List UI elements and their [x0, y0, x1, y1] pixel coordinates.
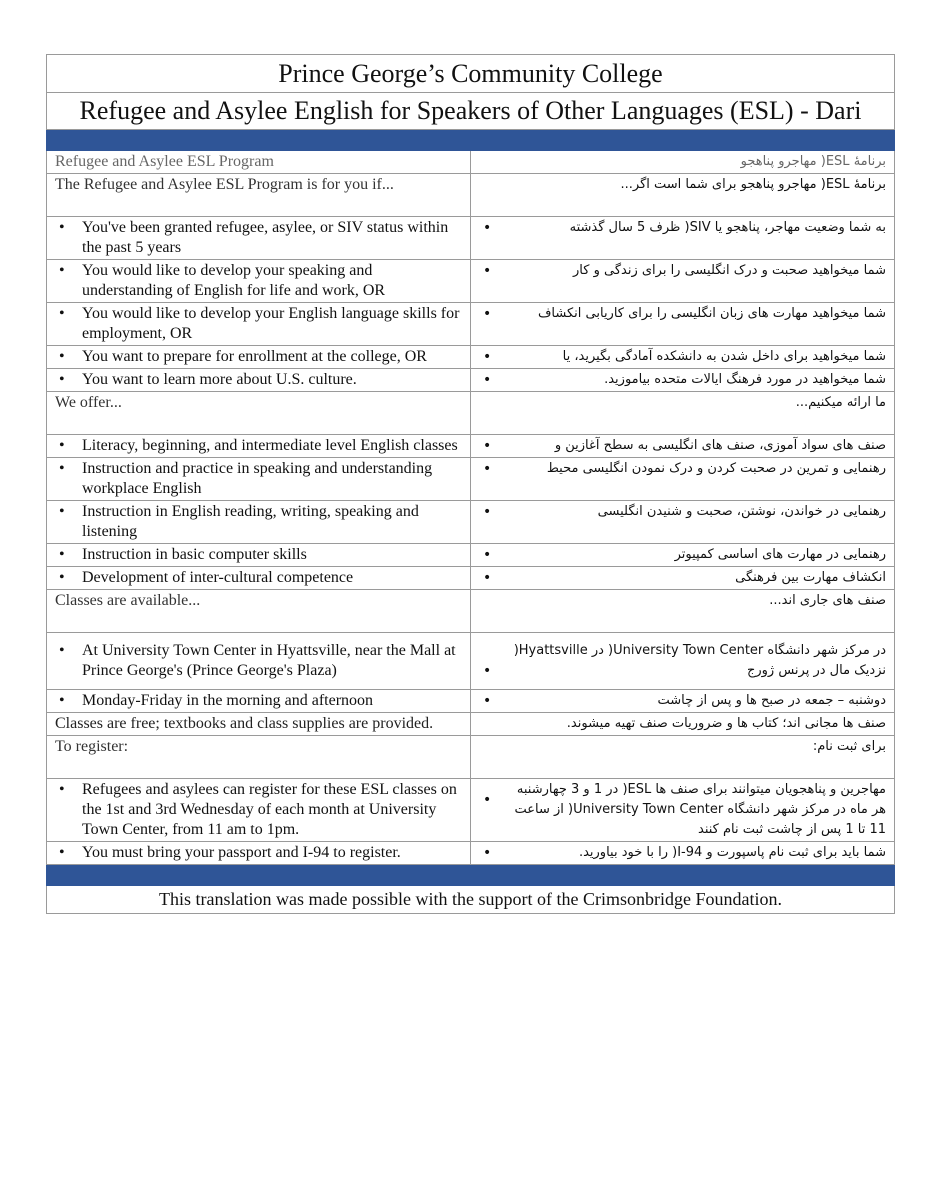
- list-item-fa: شما میخواهید برای داخل شدن به دانشکده آمادگی بگیرید، یا: [562, 349, 886, 364]
- list-item-fa: به شما وضعیت مهاجر، پناهجو یا SIV( ظرف 5 سال گذشته: [569, 220, 886, 235]
- list-item-en: • Monday-Friday in the morning and afternoon: [55, 691, 466, 711]
- bullet-icon: •: [483, 792, 492, 808]
- list-item-fa: دوشنبه – جمعه در صبح ها و پس از چاشت: [657, 693, 886, 708]
- bullet-icon: •: [483, 547, 492, 563]
- bullet-icon: •: [483, 220, 492, 236]
- section-heading-en: Classes are available...: [47, 590, 471, 633]
- list-item-en: • You must bring your passport and I-94 to register.: [55, 843, 466, 863]
- bullet-icon: •: [483, 306, 492, 322]
- list-item-fa: شما باید برای ثبت نام پاسپورت و I-94( را با خود بیاورید.: [578, 845, 886, 860]
- section-heading-fa: صنف های جاری اند...: [471, 590, 895, 633]
- list-item-en: • You would like to develop your English language skills for employment, OR: [55, 304, 466, 344]
- list-item-fa: مهاجرین و پناهجویان میتوانند برای صنف ها ESL( در 1 و 3 چهارشنبه هر ماه در مرکز شهر دانشگاه University Town Center( از ساعت 11 تا 1 پس از چاشت ثبت نام کنند: [514, 782, 886, 837]
- bullet-icon: •: [483, 663, 492, 679]
- list-item-fa: صنف های سواد آموزی، صنف های انگلیسی به سطح آغازین و: [554, 438, 886, 453]
- blue-divider-bottom: [47, 865, 895, 886]
- list-item-en: • You want to learn more about U.S. culture.: [55, 370, 466, 390]
- bullet-icon: •: [483, 693, 492, 709]
- list-item-fa: رهنمایی در مهارت های اساسی کمپیوتر: [674, 547, 886, 562]
- list-item-en: • Refugees and asylees can register for these ESL classes on the 1st and 3rd Wednesday of each month at University Town Center, from 11 am to 1pm.: [55, 780, 466, 840]
- list-item-en: • You would like to develop your speaking and understanding of English for life and work, OR: [55, 261, 466, 301]
- list-item-fa: رهنمایی در خواندن، نوشتن، صحبت و شنیدن انگلیسی: [597, 504, 886, 519]
- list-item-fa: شما میخواهید مهارت های زبان انگلیسی را برای کاریابی انکشاف: [537, 306, 886, 321]
- register-heading-fa: برای ثبت نام:: [471, 736, 895, 779]
- list-item-en: • Instruction in basic computer skills: [55, 545, 466, 565]
- list-item-en: • Instruction and practice in speaking and understanding workplace English: [55, 459, 466, 499]
- section-heading-fa: ما ارائه میکنیم...: [471, 392, 895, 435]
- bullet-icon: •: [483, 504, 492, 520]
- bullet-icon: •: [483, 263, 492, 279]
- bullet-icon: •: [483, 461, 492, 477]
- list-item-fa: انکشاف مهارت بین فرهنگی: [735, 570, 886, 585]
- list-item-en: • At University Town Center in Hyattsville, near the Mall at Prince George's (Prince George's Plaza): [55, 641, 466, 681]
- list-item-en: • Development of inter-cultural competence: [55, 568, 466, 588]
- section-heading-fa: برنامهٔ ESL( مهاجرو پناهجو برای شما است اگر...: [471, 174, 895, 217]
- document: [46, 54, 895, 914]
- list-item-fa: رهنمایی و تمرین در صحبت کردن و درک نمودن انگلیسی محیط: [546, 461, 886, 476]
- bullet-icon: •: [483, 438, 492, 454]
- free-classes-en: Classes are free; textbooks and class supplies are provided.: [47, 713, 471, 736]
- section-heading-en: The Refugee and Asylee ESL Program is for you if...: [47, 174, 471, 217]
- program-label-fa: برنامهٔ ESL( مهاجرو پناهجو: [471, 151, 895, 174]
- footer-credit: This translation was made possible with the support of the Crimsonbridge Foundation.: [47, 886, 895, 914]
- list-item-fa: شما میخواهید صحبت و درک انگلیسی را برای زندگی و کار: [573, 263, 886, 278]
- register-heading-en: To register:: [47, 736, 471, 779]
- college-title: Prince George’s Community College: [47, 55, 895, 93]
- list-item-fa: در مرکز شهر دانشگاه University Town Center( در Hyattsville( نزدیک مال در پرنس ژورج: [513, 643, 886, 678]
- bullet-icon: •: [483, 349, 492, 365]
- info-table: [46, 54, 895, 914]
- program-label-en: Refugee and Asylee ESL Program: [47, 151, 471, 174]
- program-title: Refugee and Asylee English for Speakers of Other Languages (ESL) - Dari: [47, 93, 895, 130]
- list-item-en: • You want to prepare for enrollment at the college, OR: [55, 347, 466, 367]
- section-heading-en: We offer...: [47, 392, 471, 435]
- list-item-en: • Literacy, beginning, and intermediate level English classes: [55, 436, 466, 456]
- bullet-icon: •: [483, 372, 492, 388]
- bullet-icon: •: [483, 570, 492, 586]
- list-item-en: • You've been granted refugee, asylee, or SIV status within the past 5 years: [55, 218, 466, 258]
- list-item-en: • Instruction in English reading, writing, speaking and listening: [55, 502, 466, 542]
- bullet-icon: •: [483, 845, 492, 861]
- blue-divider-top: [47, 130, 895, 151]
- list-item-fa: شما میخواهید در مورد فرهنگ ایالات متحده بیاموزید.: [604, 372, 886, 387]
- free-classes-fa: صنف ها مجانی اند؛ کتاب ها و ضروریات صنف تهیه میشوند.: [471, 713, 895, 736]
